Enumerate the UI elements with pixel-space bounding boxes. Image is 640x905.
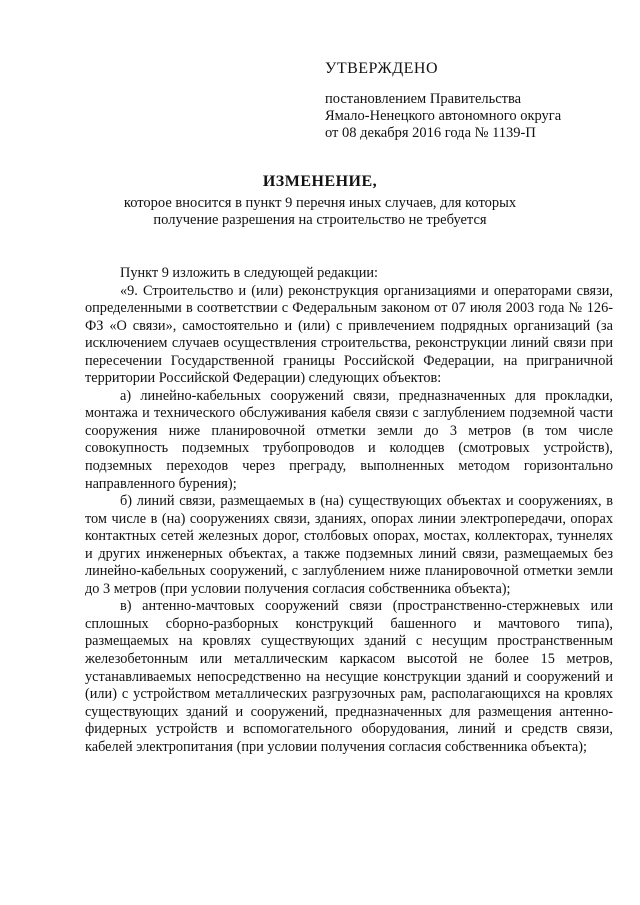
paragraph-subitem-a: а) линейно-кабельных сооружений связи, предназначенных для прокладки, монтажа и технического обслуживания кабеля связи с заглублением подземной части сооружения ниже планировочной отметки земли до 3 метров (в том числе совокупность подземных трубопроводов и колодцев (смотровых устройств), подземных переходов через преграду, выполненных методом горизонтально направленного бурения); bbox=[85, 387, 613, 492]
document-subtitle-line-2: получение разрешения на строительство не требуется bbox=[153, 212, 487, 228]
approval-line-government: Ямало-Ненецкого автономного округа bbox=[325, 108, 562, 124]
approval-line-resolution: постановлением Правительства bbox=[325, 91, 522, 107]
document-heading bbox=[0, 172, 640, 229]
document-title: ИЗМЕНЕНИЕ, bbox=[262, 173, 378, 190]
paragraph-subitem-b: б) линий связи, размещаемых в (на) существующих объектах и сооружениях, в том числе в (на) сооружениях связи, зданиях, опорах линии электропередачи, опорах контактных сетей железных дорог, столбовых опорах, мостах, коллекторах, туннелях и других инженерных объектах, а также подземных линий связи, размещаемых без линейно-кабельных сооружений, с заглублением ниже планировочной отметки земли до 3 метров (при условии получения согласия собственника объекта); bbox=[85, 493, 613, 597]
document-subtitle-line-1: которое вносится в пункт 9 перечня иных случаев, для которых bbox=[123, 195, 517, 211]
approval-title: УТВЕРЖДЕНО bbox=[325, 60, 439, 77]
intro-sentence: Пункт 9 изложить в следующей редакции: bbox=[120, 265, 378, 281]
approval-line-date-number: от 08 декабря 2016 года № 1139-П bbox=[325, 125, 536, 141]
paragraph-item-9: «9. Строительство и (или) реконструкция организациями и операторами связи, определенными в соответствии с Федеральным законом от 07 июля 2003 года № 126-ФЗ «О связи», самостоятельно и (или) с привлечением подрядных организаций (за исключением случаев осуществления строительства, реконструкции линий связи при пересечении Государственной границы Российской Федерации, на приграничной территории Российской Федерации) следующих объектов: bbox=[85, 282, 613, 387]
paragraph-subitem-v: в) антенно-мачтовых сооружений связи (пространственно-стержневых или сплошных сборно-разборных конструкций башенного и мачтового типа), размещаемых на кровлях существующих зданий с несущим пространственным железобетонным или металлическим каркасом высотой не более 15 метров, устанавливаемых непосредственно на несущие конструкции зданий и сооружений и (или) с устройством металлических разгрузочных рам, располагающихся на кровлях существующих зданий и сооружений, предназначенных для размещения антенно-фидерных устройств и вспомогательного оборудования, линий и средств связи, кабелей электропитания (при условии получения согласия собственника объекта); bbox=[85, 598, 613, 755]
document-body bbox=[85, 265, 613, 756]
approval-block bbox=[325, 59, 625, 142]
